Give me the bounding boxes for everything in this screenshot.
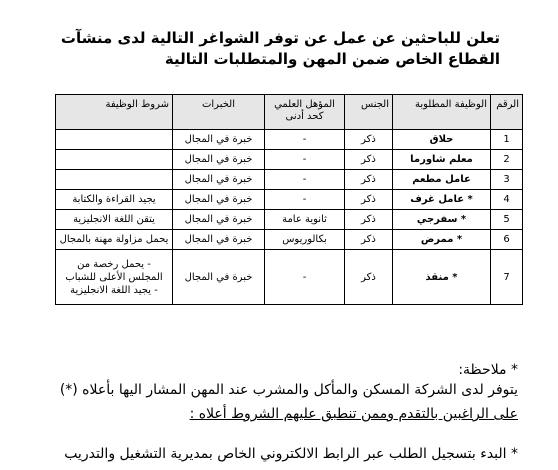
row-gender: ذكر	[345, 150, 393, 170]
row-conditions: يجيد القراءة والكتابة	[56, 190, 173, 210]
row-conditions	[56, 150, 173, 170]
row-number: 6	[491, 230, 523, 250]
row-number: 5	[491, 210, 523, 230]
header-conditions: شروط الوظيفة	[56, 95, 173, 130]
note-title: * ملاحظة:	[458, 362, 518, 378]
header-qualification: المؤهل العلمي كحد أدنى	[265, 95, 345, 130]
row-conditions: - يحمل رخصة من المجلس الأعلى للشباب - يجيد اللغة الانجليزية	[56, 250, 173, 305]
row-qualification: -	[265, 170, 345, 190]
header-number: الرقم	[491, 95, 523, 130]
row-job: * سفرجي	[393, 210, 491, 230]
row-gender: ذكر	[345, 230, 393, 250]
table-row	[56, 210, 523, 230]
header-experience: الخبرات	[173, 95, 265, 130]
row-gender: ذكر	[345, 250, 393, 305]
row-experience: خبرة في المجال	[173, 230, 265, 250]
row-number: 1	[491, 130, 523, 150]
table-row	[56, 150, 523, 170]
row-experience: خبرة في المجال	[173, 170, 265, 190]
apply-heading: على الراغبين بالتقدم وممن تنطبق عليهم الشروط أعلاه :	[189, 406, 518, 422]
row-number: 3	[491, 170, 523, 190]
row-experience: خبرة في المجال	[173, 150, 265, 170]
row-gender: ذكر	[345, 190, 393, 210]
row-conditions: يحمل مزاولة مهنة بالمجال	[56, 230, 173, 250]
row-experience: خبرة في المجال	[173, 250, 265, 305]
row-qualification: -	[265, 150, 345, 170]
vacancies-table	[55, 94, 523, 305]
row-qualification: -	[265, 250, 345, 305]
table-header-row	[56, 95, 523, 130]
row-conditions	[56, 130, 173, 150]
row-qualification: -	[265, 190, 345, 210]
apply-step: * البدء بتسجيل الطلب عبر الرابط الالكتروني الخاص بمديرية التشغيل والتدريب	[64, 446, 518, 462]
row-number: 2	[491, 150, 523, 170]
table-row	[56, 230, 523, 250]
row-conditions	[56, 170, 173, 190]
row-gender: ذكر	[345, 210, 393, 230]
table-row	[56, 170, 523, 190]
table-row	[56, 190, 523, 210]
row-job: * عامل غرف	[393, 190, 491, 210]
row-number: 7	[491, 250, 523, 305]
row-gender: ذكر	[345, 130, 393, 150]
row-qualification: ثانوية عامة	[265, 210, 345, 230]
table-row	[56, 130, 523, 150]
row-job: حلاق	[393, 130, 491, 150]
row-experience: خبرة في المجال	[173, 210, 265, 230]
row-qualification: بكالوريوس	[265, 230, 345, 250]
note-block	[38, 360, 518, 400]
row-job: * ممرض	[393, 230, 491, 250]
row-gender: ذكر	[345, 170, 393, 190]
header-job: الوظيفة المطلوبة	[393, 95, 491, 130]
row-experience: خبرة في المجال	[173, 190, 265, 210]
row-job: عامل مطعم	[393, 170, 491, 190]
row-number: 4	[491, 190, 523, 210]
row-qualification: -	[265, 130, 345, 150]
table-row	[56, 250, 523, 305]
row-conditions: يتقن اللغة الانجليزية	[56, 210, 173, 230]
header-gender: الجنس	[345, 95, 393, 130]
row-job: معلم شاورما	[393, 150, 491, 170]
row-experience: خبرة في المجال	[173, 130, 265, 150]
row-job: * منقذ	[393, 250, 491, 305]
announcement-intro: تعلن للباحثين عن عمل عن توفر الشواغر التالية لدى منشآت القطاع الخاص ضمن المهن والمتطلبات التالية	[60, 29, 500, 68]
note-body: يتوفر لدى الشركة المسكن والمأكل والمشرب عند المهن المشار اليها بأعلاه (*)	[59, 382, 518, 398]
